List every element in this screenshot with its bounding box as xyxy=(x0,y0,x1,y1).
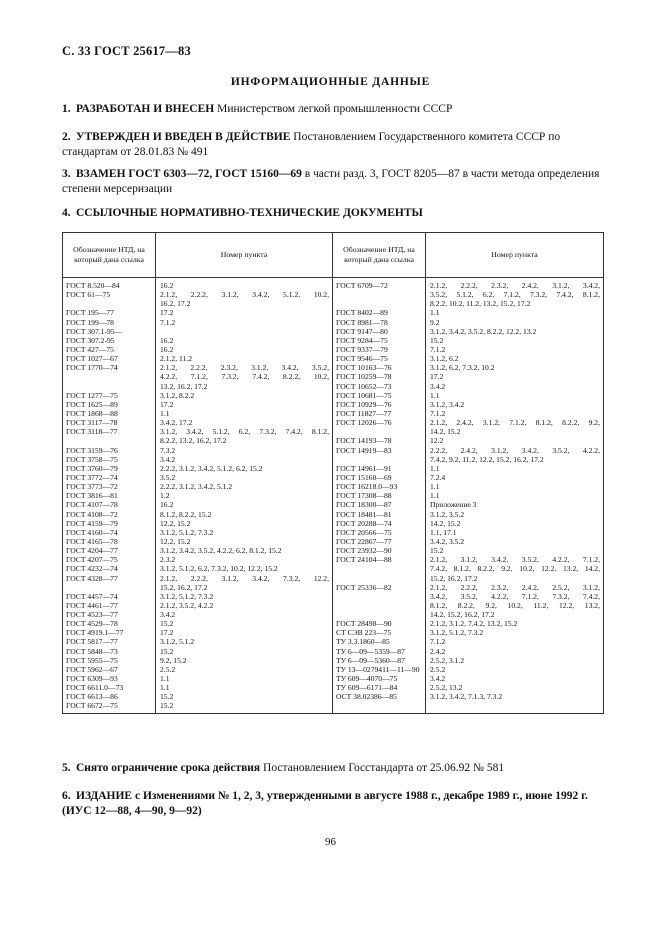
ntd-designation-spacer xyxy=(336,290,422,299)
clause-numbers: 3.1.2, 3.4.2, 5.1.2, 6.2, 7.3.2, 7.4.2, 8.1.2, xyxy=(160,427,329,437)
clause-numbers: 3.4.2, 3.5.2 xyxy=(430,536,465,546)
clause-numbers: 8.2.2, 10.2, 11.2, 13.2, 15.2, 17.2 xyxy=(430,299,531,309)
clause-numbers: 3.1.2, 5.1.2, 7.3.2 xyxy=(160,591,214,601)
ntd-designation: ГОСТ 307.1-95— xyxy=(66,326,123,336)
references-table xyxy=(62,232,604,714)
item-text: Постановлением Госстандарта от 25.06.92 № 581 xyxy=(263,762,505,774)
clause-numbers: 15.2 xyxy=(160,701,174,711)
clause-numbers: 1.2 xyxy=(160,491,170,501)
clause-numbers: 1.1 xyxy=(430,491,440,501)
left-doc-column xyxy=(63,278,156,711)
ntd-designation: ГОСТ 4204—77 xyxy=(66,546,118,556)
ntd-designation: ГОСТ 28498—90 xyxy=(336,619,392,629)
clause-numbers: 3.1.2, 3.4.2, 3.5.2, 8.2.2, 12.2, 13.2 xyxy=(430,326,537,336)
ntd-designation: ГОСТ 14961—91 xyxy=(336,463,392,473)
right-doc-column xyxy=(333,278,426,711)
ntd-designation: ТУ 6—09—5360—87 xyxy=(336,655,405,665)
item-number: 6. xyxy=(62,790,71,802)
item-text: Постановлением Государственного комитета СССР по стандартам от 28.01.83 № 491 xyxy=(62,131,561,158)
ntd-designation-spacer xyxy=(66,372,152,381)
clause-numbers: 17.2 xyxy=(160,628,174,638)
ntd-designation: ГОСТ 18481—81 xyxy=(336,509,392,519)
clause-numbers: 2.5.2, 13.2 xyxy=(430,683,463,693)
clause-numbers xyxy=(160,327,329,336)
ntd-designation: ГОСТ 4207—75 xyxy=(66,555,118,565)
ntd-designation: ТУ 609—4070—75 xyxy=(336,674,398,684)
clause-numbers: 3.1.2, 6.2, 7.3.2, 10.2 xyxy=(430,363,495,373)
clause-numbers: 15.2 xyxy=(430,335,444,345)
left-points-column xyxy=(156,278,333,711)
ntd-designation: ГОСТ 4165—78 xyxy=(66,536,118,546)
ntd-designation: ГОСТ 4328—77 xyxy=(66,573,118,583)
ntd-designation: ГОСТ 11827—77 xyxy=(336,408,392,418)
clause-numbers: 3.1.2, 5.1.2, 7.3.2 xyxy=(160,527,214,537)
ntd-designation: ТУ 609—6171—84 xyxy=(336,683,398,693)
clause-numbers: 9.2, 15.2 xyxy=(160,655,187,665)
ntd-designation-spacer xyxy=(336,610,422,619)
clause-numbers: 2.1.2, 11.2 xyxy=(160,354,192,364)
clause-numbers: 7.4.2, 9.2, 11.2, 12.2, 15.2, 16.2, 17.2 xyxy=(430,454,544,464)
ntd-designation: СТ СЭВ 223—75 xyxy=(336,628,392,638)
ntd-designation: ГОСТ 4457—74 xyxy=(66,591,118,601)
clause-numbers: 16.2 xyxy=(160,281,174,290)
clause-numbers: 2.2.2, 3.1.2, 3.4.2, 5.1.2, 6.2, 15.2 xyxy=(160,463,263,473)
ntd-designation: ТУ 3.3.1860—85 xyxy=(336,637,390,647)
ntd-designation: ГОСТ 1868—88 xyxy=(66,408,118,418)
clause-numbers: 13.2, 16.2, 17.2 xyxy=(160,381,208,391)
ntd-designation: ГОСТ 4919.1—77 xyxy=(66,628,124,638)
clause-numbers: 1.1 xyxy=(160,408,170,418)
clause-numbers: 2.4.2 xyxy=(430,646,446,656)
ntd-designation: ГОСТ 3758—75 xyxy=(66,454,118,464)
ntd-designation: ГОСТ 6709—72 xyxy=(336,281,388,290)
ntd-designation: ГОСТ 23932—90 xyxy=(336,546,392,556)
ntd-designation-spacer xyxy=(336,455,422,464)
ntd-designation: ГОСТ 3816—81 xyxy=(66,491,118,501)
clause-numbers: 16.2 xyxy=(160,344,174,354)
clause-numbers: 16.2 xyxy=(160,500,174,510)
clause-numbers: 3.4.2 xyxy=(430,674,446,684)
table-bottom-row xyxy=(63,711,604,714)
ntd-designation-spacer xyxy=(66,299,152,308)
ntd-designation: ГОСТ 12026—76 xyxy=(336,418,392,428)
ntd-designation: ГОСТ 14193—78 xyxy=(336,436,392,446)
clause-numbers: 15.2 xyxy=(160,692,174,702)
item-number: 2. xyxy=(62,131,71,143)
clause-numbers: Приложение 3 xyxy=(430,500,477,510)
ntd-designation: ГОСТ 1277—75 xyxy=(66,390,118,400)
column-header-doc-right: Обозначение НТД, на который дана ссылка xyxy=(333,233,426,278)
clause-numbers: 15.2 xyxy=(430,546,444,556)
clause-numbers: 2.1.2, 2.4.2, 3.1.2, 7.1.2, 8.1.2, 8.2.2, 9.2, xyxy=(430,418,600,428)
running-header: С. 33 ГОСТ 25617—83 xyxy=(62,44,191,58)
item-number: 3. xyxy=(62,168,71,180)
clause-numbers: 3.1.2, 6.2 xyxy=(430,354,459,364)
clause-numbers: 17.2 xyxy=(430,372,444,382)
clause-numbers: 3.1.2, 5.1.2, 6.2, 7.3.2, 10.2, 12.2, 15.2 xyxy=(160,564,278,574)
clause-numbers: 2.5.2 xyxy=(160,664,176,674)
ntd-designation-spacer xyxy=(66,436,152,445)
clause-numbers: 2.5.2 xyxy=(430,664,446,674)
ntd-designation-spacer xyxy=(66,583,152,592)
clause-numbers: 4.2.2, 7.1.2, 7.3.2, 7.4.2, 8.2.2, 10.2, xyxy=(160,372,329,382)
item-lead: Снято ограничение срока действия xyxy=(76,762,261,774)
clause-numbers: 7.3.2 xyxy=(160,445,176,455)
clause-numbers: 7.2.4 xyxy=(430,472,446,482)
clause-numbers: 8.2.2, 13.2, 16.2, 17.2 xyxy=(160,436,227,446)
clause-numbers: 9.2 xyxy=(430,317,440,327)
item-3 xyxy=(62,167,602,197)
clause-numbers: 1.1 xyxy=(430,390,440,400)
ntd-designation: ГОСТ 17308—88 xyxy=(336,491,392,501)
ntd-designation: ГОСТ 195—77 xyxy=(66,308,114,318)
ntd-designation-spacer xyxy=(336,601,422,610)
clause-numbers: 3.1.2, 5.1.2, 7.3.2 xyxy=(430,628,484,638)
clause-numbers: 1.1 xyxy=(430,482,440,492)
clause-numbers: 3.1.2, 3.5.2 xyxy=(430,509,465,519)
ntd-designation: ГОСТ 6309—93 xyxy=(66,674,118,684)
table-header-row xyxy=(63,233,604,278)
section-title: ИНФОРМАЦИОННЫЕ ДАННЫЕ xyxy=(230,76,431,88)
ntd-designation: ГОСТ 3773—72 xyxy=(66,482,118,492)
clause-numbers: 3.4.2 xyxy=(160,454,176,464)
ntd-designation: ГОСТ 1770—74 xyxy=(66,363,118,373)
item-lead: РАЗРАБОТАН И ВНЕСЕН xyxy=(76,103,215,115)
ntd-designation: ГОСТ 3760—79 xyxy=(66,463,118,473)
ntd-designation: ГОСТ 4232—74 xyxy=(66,564,118,574)
ntd-designation: ГОСТ 15160—69 xyxy=(336,472,392,482)
clause-numbers: 8.1.2, 8.2.2, 9.2, 10.2, 11.2, 12.2, 13.2, xyxy=(430,600,600,610)
clause-numbers: 2.1.2, 2.2.2, 2.3.2, 2.4.2, 2.5.2, 3.1.2, xyxy=(430,582,600,592)
item-lead: ССЫЛОЧНЫЕ НОРМАТИВНО-ТЕХНИЧЕСКИЕ ДОКУМЕНТЫ xyxy=(76,207,423,219)
clause-numbers: 12.2 xyxy=(430,436,444,446)
clause-numbers: 17.2 xyxy=(160,308,174,318)
clause-numbers: 1.1 xyxy=(160,674,170,684)
item-2 xyxy=(62,130,602,160)
ntd-designation: ГОСТ 4159—79 xyxy=(66,518,118,528)
ntd-designation: ГОСТ 24104—88 xyxy=(336,555,392,565)
ntd-designation: ГОСТ 9546—75 xyxy=(336,354,388,364)
ntd-designation: ГОСТ 199—78 xyxy=(66,317,114,327)
ntd-designation: ГОСТ 5962—67 xyxy=(66,664,118,674)
clause-numbers: 2.1.2, 2.2.2, 2.3.2, 3.1.2, 3.4.2, 3.5.2, xyxy=(160,363,329,373)
ntd-designation: ГОСТ 4160—74 xyxy=(66,527,118,537)
clause-numbers: 14.2, 15.2 xyxy=(430,518,461,528)
clause-numbers: 17.2 xyxy=(160,399,174,409)
column-header-doc-left: Обозначение НТД, на который дана ссылка xyxy=(63,233,156,278)
clause-numbers: 16.2, 17.2 xyxy=(160,299,191,309)
ntd-designation: ГОСТ 1027—67 xyxy=(66,354,118,364)
column-header-points-right: Номер пункта xyxy=(426,233,604,278)
clause-numbers: 2.1.2, 2.2.2, 3.1.2, 3.4.2, 5.1.2, 10.2, xyxy=(160,290,329,300)
clause-numbers: 1.1, 17.1 xyxy=(430,527,457,537)
clause-numbers: 3.5.2, 5.1.2, 6.2, 7.1.2, 7.3.2, 7.4.2, 8.1.2, xyxy=(430,290,600,300)
clause-numbers: 3.4.2 xyxy=(430,381,446,391)
clause-numbers: 15.2 xyxy=(160,619,174,629)
ntd-designation: ГОСТ 6672—75 xyxy=(66,701,118,711)
ntd-designation: ГОСТ 10681—75 xyxy=(336,390,392,400)
ntd-designation-spacer xyxy=(336,427,422,436)
ntd-designation: ТУ 13—0279411—11—90 xyxy=(336,664,420,674)
ntd-designation: ГОСТ 427—75 xyxy=(66,344,114,354)
clause-numbers: 14.2, 15.2, 16.2, 17.2 xyxy=(430,610,495,620)
clause-numbers: 3.1.2, 3.4.2, 3.5.2, 4.2.2, 6.2, 8.1.2, 15.2 xyxy=(160,546,282,556)
item-lead: УТВЕРЖДЕН И ВВЕДЕН В ДЕЙСТВИЕ xyxy=(76,131,291,143)
clause-numbers: 2.5.2, 3.1.2 xyxy=(430,655,465,665)
item-lead: ИЗДАНИЕ с Изменениями № 1, 2, 3, xyxy=(76,790,264,802)
clause-numbers: 3.4.2, 3.5.2, 4.2.2, 7.1.2, 7.3.2, 7.4.2, xyxy=(430,591,600,601)
item-text: утвержденными в августе 1988 г., декабре 1989 г., июне 1992 г. (ИУС 12—88, 4—90, 9—92) xyxy=(62,790,588,817)
ntd-designation: ГОСТ 5817—77 xyxy=(66,637,118,647)
clause-numbers: 3.4.2, 17.2 xyxy=(160,418,193,428)
clause-numbers: 15.2, 16.2, 17.2 xyxy=(160,582,208,592)
references-table-container xyxy=(62,232,603,714)
item-text: Министерством легкой промышленности СССР xyxy=(217,103,453,115)
ntd-designation: ГОСТ 307.2-95 xyxy=(66,335,115,345)
clause-numbers: 7.1.2 xyxy=(160,317,176,327)
item-5 xyxy=(62,761,602,776)
ntd-designation: ГОСТ 10163—76 xyxy=(336,363,392,373)
ntd-designation: ГОСТ 3772—74 xyxy=(66,472,118,482)
ntd-designation: ГОСТ 6613—86 xyxy=(66,692,118,702)
ntd-designation: ГОСТ 3159—76 xyxy=(66,445,118,455)
clause-numbers: 8.1.2, 8.2.2, 15.2 xyxy=(160,509,212,519)
clause-numbers: 3.1.2, 3.4.2, 7.1.3, 7.3.2 xyxy=(430,692,503,702)
clause-numbers: 16.2 xyxy=(160,335,174,345)
ntd-designation: ГОСТ 8981—78 xyxy=(336,317,388,327)
clause-numbers: 3.1.2, 3.4.2 xyxy=(430,399,465,409)
ntd-designation: ГОСТ 6611.0—73 xyxy=(66,683,124,693)
ntd-designation: ГОСТ 5955—75 xyxy=(66,655,118,665)
ntd-designation: ТУ 6—09—5359—87 xyxy=(336,646,405,656)
ntd-designation: ГОСТ 16218.0—93 xyxy=(336,482,398,492)
ntd-designation: ГОСТ 3117—78 xyxy=(66,418,118,428)
ntd-designation: ГОСТ 20566—75 xyxy=(336,527,392,537)
ntd-designation: ГОСТ 18300—87 xyxy=(336,500,392,510)
clause-numbers: 3.5.2 xyxy=(160,472,176,482)
clause-numbers: 2.2.2, 3.1.2, 3.4.2, 5.1.2 xyxy=(160,482,233,492)
ntd-designation-spacer xyxy=(66,382,152,391)
ntd-designation-spacer xyxy=(336,574,422,583)
clause-numbers: 15.2, 16.2, 17.2 xyxy=(430,573,478,583)
clause-numbers: 3.1.2, 5.1.2 xyxy=(160,637,195,647)
clause-numbers: 3.4.2 xyxy=(160,610,176,620)
ntd-designation: ГОСТ 8.520—84 xyxy=(66,281,120,290)
column-header-points-left: Номер пункта xyxy=(156,233,333,278)
clause-numbers: 7.1.2 xyxy=(430,344,446,354)
clause-numbers: 12.2, 15.2 xyxy=(160,536,191,546)
page-number: 96 xyxy=(325,836,336,848)
item-text: в части разд. 3, ГОСТ 8205—87 в части метода определения степени мерсеризации xyxy=(62,168,600,195)
clause-numbers: 2.1.2, 3.1.2, 3.4.2, 3.5.2, 4.2.2, 7.1.2, xyxy=(430,555,600,565)
clause-numbers: 1.1 xyxy=(160,683,170,693)
ntd-designation: ГОСТ 4529—78 xyxy=(66,619,118,629)
clause-numbers: 7.4.2, 8.1.2, 8.2.2, 9.2, 10.2, 12.2, 13.2, 14.2, xyxy=(430,564,600,574)
right-points-column xyxy=(426,278,604,711)
ntd-designation: ГОСТ 9284—75 xyxy=(336,335,388,345)
ntd-designation: ГОСТ 10652—73 xyxy=(336,381,392,391)
clause-numbers: 7.1.2 xyxy=(430,637,446,647)
ntd-designation: ГОСТ 10259—78 xyxy=(336,372,392,382)
clause-numbers: 2.1.2, 3.5.2, 4.2.2 xyxy=(160,600,214,610)
item-number: 5. xyxy=(62,762,71,774)
clause-numbers: 15.2 xyxy=(160,646,174,656)
ntd-designation: ГОСТ 5848—73 xyxy=(66,646,118,656)
clause-numbers: 14.2, 15.2 xyxy=(430,427,461,437)
ntd-designation: ГОСТ 4107—78 xyxy=(66,500,118,510)
ntd-designation: ГОСТ 4461—77 xyxy=(66,600,118,610)
ntd-designation: ГОСТ 4523—77 xyxy=(66,610,118,620)
clause-numbers: 7.1.2 xyxy=(430,408,446,418)
item-6 xyxy=(62,789,602,819)
item-number: 1. xyxy=(62,103,71,115)
item-number: 4. xyxy=(62,207,71,219)
ntd-designation: ГОСТ 9337—79 xyxy=(336,344,388,354)
ntd-designation: ГОСТ 25336—82 xyxy=(336,582,392,592)
ntd-designation: ГОСТ 9147—80 xyxy=(336,326,388,336)
ntd-designation: ГОСТ 22867—77 xyxy=(336,536,392,546)
ntd-designation-spacer xyxy=(336,592,422,601)
item-4 xyxy=(62,206,602,221)
ntd-designation: ГОСТ 3118—77 xyxy=(66,427,118,437)
table-body-row xyxy=(63,278,604,711)
clause-numbers: 12.2, 15.2 xyxy=(160,518,191,528)
clause-numbers: 2.2.2, 2.4.2, 3.1.2, 3.4.2, 3.5.2, 4.2.2, xyxy=(430,445,600,455)
ntd-designation: ГОСТ 4108—72 xyxy=(66,509,118,519)
ntd-designation-spacer xyxy=(336,564,422,573)
ntd-designation: ОСТ 38.02386—85 xyxy=(336,692,397,702)
ntd-designation: ГОСТ 10929—76 xyxy=(336,399,392,409)
ntd-designation: ГОСТ 8402—89 xyxy=(336,308,388,318)
ntd-designation-spacer xyxy=(336,299,422,308)
clause-numbers: 1.1 xyxy=(430,463,440,473)
ntd-designation: ГОСТ 14919—83 xyxy=(336,445,392,455)
clause-numbers: 2.1.2, 3.1.2, 7.4.2, 13.2, 15.2 xyxy=(430,619,518,629)
clause-numbers: 2.1.2, 2.2.2, 2.3.2, 2.4.2, 3.1.2, 3.4.2, xyxy=(430,281,600,290)
clause-numbers: 2.1.2, 2.2.2, 3.1.2, 3.4.2, 7.3.2, 12.2, xyxy=(160,573,329,583)
clause-numbers: 3.1.2, 8.2.2 xyxy=(160,390,195,400)
item-lead: ВЗАМЕН ГОСТ 6303—72, ГОСТ 15160—69 xyxy=(76,168,302,180)
ntd-designation: ГОСТ 20288—74 xyxy=(336,518,392,528)
clause-numbers: 1.1 xyxy=(430,308,440,318)
ntd-designation: ГОСТ 1625—89 xyxy=(66,399,118,409)
item-1 xyxy=(62,102,602,117)
ntd-designation: ГОСТ 61—75 xyxy=(66,290,111,300)
clause-numbers: 2.3.2 xyxy=(160,555,176,565)
